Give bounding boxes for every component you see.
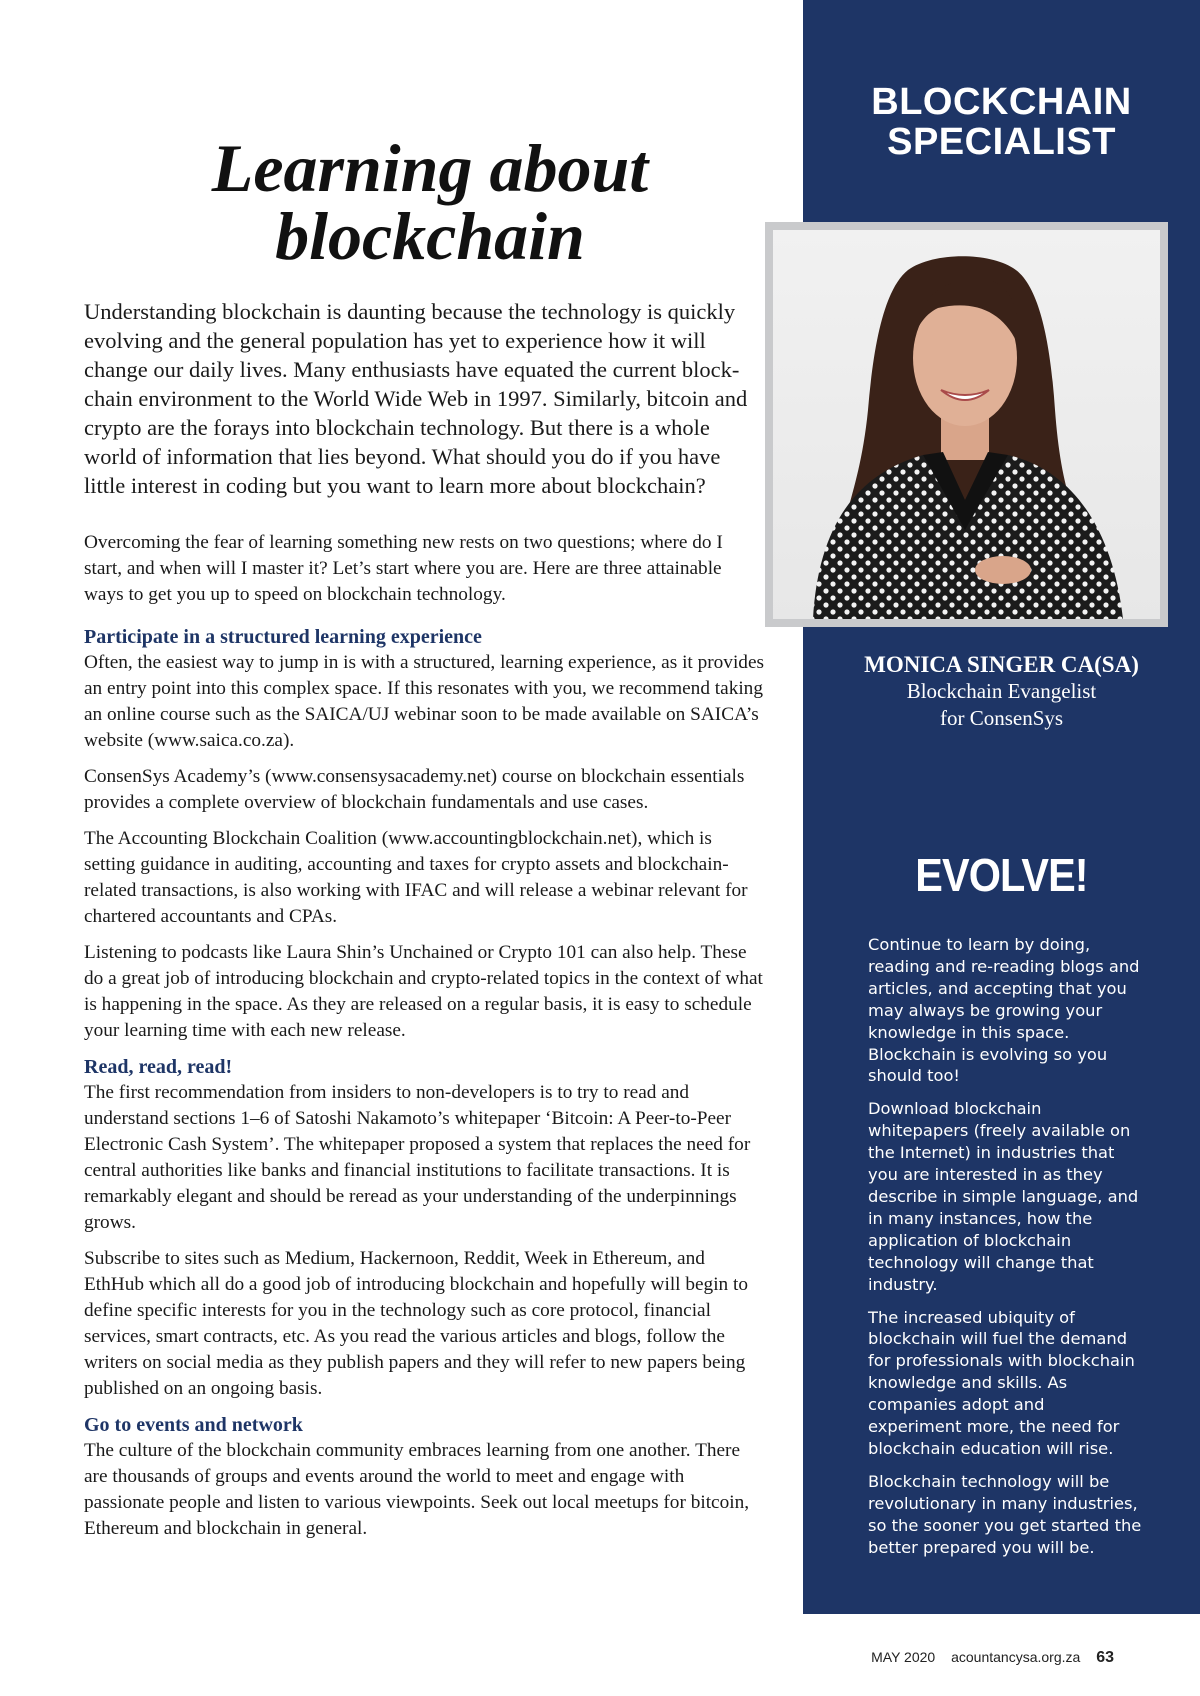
body-paragraph: The culture of the blockchain community embraces learning from one another. There are thousands of groups and events around the world to meet and engage with passionate people and listen to various viewpoints. Seek out local meetups for bitcoin, Ethereum and blockchain in general. bbox=[84, 1440, 750, 1539]
sidebar-title bbox=[803, 82, 1200, 162]
article-intro: Overcoming the fear of learning something new rests on two questions; where do I start, and when will I master it? Let’s start where you are. Here are three attainable ways to get you up to speed on blockchain technology. bbox=[84, 532, 723, 605]
evolve-heading: EVOLVE! bbox=[915, 849, 1088, 901]
body-paragraph: The first recommendation from insiders to non-developers is to try to read and understand sections 1–6 of Satoshi Nakamoto’s whitepaper ‘Bitcoin: A Peer-to-Peer Electronic Cash System’. The whitepaper proposed a system that replaces the need for central authorities like banks and financial institutions to facilitate transactions. It is remarkably elegant and should be reread as your understanding of the underpinnings grows. bbox=[84, 1082, 751, 1233]
author-role-line1: Blockchain Evangelist bbox=[906, 679, 1097, 703]
article-title bbox=[80, 130, 780, 274]
sidebar-tips bbox=[868, 934, 1143, 1569]
sidebar-paragraph: Continue to learn by doing, reading and re-reading blogs and articles, and accepting that you may always be growing your knowledge in this space. Blockchain is evolving so you should too! bbox=[868, 935, 1140, 1086]
section-structured-learning bbox=[84, 624, 764, 754]
author-photo bbox=[773, 230, 1160, 619]
article-title-line1: Learning about bbox=[211, 130, 649, 206]
author-portrait-illustration bbox=[773, 230, 1160, 619]
author-byline bbox=[803, 651, 1200, 732]
footer-website: acountancysa.org.za bbox=[951, 1649, 1081, 1665]
author-photo-frame bbox=[765, 222, 1168, 627]
body-paragraph: Often, the easiest way to jump in is with a structured, learning experience, as it provides an entry point into this complex space. If this resonates with you, we recommend taking an online course such as the SAICA/UJ webinar soon to be made available on SAICA’s website (www.saica.co.za). bbox=[84, 652, 765, 751]
section-heading: Read, read, read! bbox=[84, 1056, 233, 1078]
page-number: 63 bbox=[1096, 1649, 1114, 1666]
sidebar-paragraph: The increased ubiquity of blockchain will fuel the demand for professionals with blockchain knowledge and skills. As companies adopt and experiment more, the need for blockchain education will rise. bbox=[868, 1307, 1135, 1458]
section-events bbox=[84, 1412, 764, 1542]
section-read bbox=[84, 1054, 764, 1236]
sidebar-paragraph: Blockchain technology will be revolutionary in many industries, so the sooner you get started the better prepared you will be. bbox=[868, 1471, 1142, 1557]
page-footer bbox=[859, 1649, 1114, 1667]
section-heading: Go to events and network bbox=[84, 1414, 303, 1436]
sidebar-title-line2: SPECIALIST bbox=[887, 121, 1116, 163]
body-paragraph: The Accounting Blockchain Coalition (www.accountingblockchain.net), which is setting guidance in auditing, accounting and taxes for crypto assets and blockchain-related transactions, is also working with IFAC and will release a webinar relevant for chartered accountants and CPAs. bbox=[84, 828, 748, 927]
section-heading: Participate in a structured learning experience bbox=[84, 626, 482, 648]
article-body bbox=[84, 530, 764, 1552]
body-paragraph: Listening to podcasts like Laura Shin’s Unchained or Crypto 101 can also help. These do a great job of introducing blockchain and crypto-related topics in the context of what is happening in the space. As they are released on a regular basis, it is easy to schedule your learning time with each new release. bbox=[84, 942, 763, 1041]
author-role-line2: for ConsenSys bbox=[939, 706, 1064, 730]
author-name: MONICA SINGER CA(SA) bbox=[864, 652, 1139, 677]
article-lead: Understanding blockchain is daunting because the technology is quickly evolving and the general population has yet to experience how it will change our daily lives. Many enthusiasts have equated the current block-chain environment to the World Wide Web in 1997. Similarly, bitcoin and crypto are the forays into blockchain technology. But there is a whole world of information that lies beyond. What should you do if you have little interest in coding but you want to learn more about blockchain? bbox=[84, 299, 748, 498]
footer-date: MAY 2020 bbox=[871, 1649, 936, 1665]
body-paragraph: ConsenSys Academy’s (www.consensysacademy.net) course on blockchain essentials provides a complete overview of blockchain fundamentals and use cases. bbox=[84, 766, 745, 813]
article-title-line2: blockchain bbox=[275, 198, 585, 274]
body-paragraph: Subscribe to sites such as Medium, Hackernoon, Reddit, Week in Ethereum, and EthHub which all do a good job of introducing blockchain and hopefully will begin to define specific interests for you in the technology such as core protocol, financial services, smart contracts, etc. As you read the various articles and blogs, follow the writers on social media as they publish papers and they will refer to new papers being published on an ongoing basis. bbox=[84, 1248, 749, 1399]
sidebar-paragraph: Download blockchain whitepapers (freely available on the Internet) in industries that you are interested in as they describe in simple language, and in many instances, how the application of blockchain technology will change that industry. bbox=[868, 1099, 1139, 1294]
sidebar-title-line1: BLOCKCHAIN bbox=[871, 81, 1132, 123]
